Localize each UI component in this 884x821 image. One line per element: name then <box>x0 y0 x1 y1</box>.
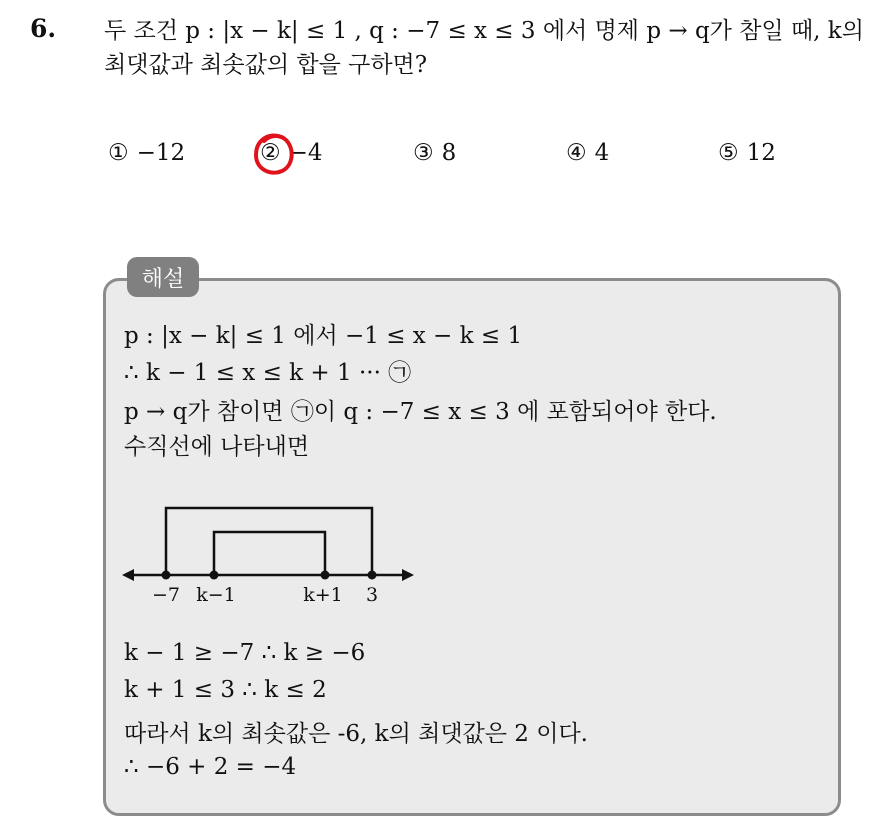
choice-5-value: 12 <box>746 140 776 166</box>
point-minus-7 <box>162 571 171 580</box>
choice-2-value: −4 <box>288 140 323 166</box>
choice-4-mark: ④ <box>566 140 587 166</box>
label-k-plus-1: k+1 <box>303 584 343 606</box>
question-text: 두 조건 p : |x − k| ≤ 1 , q : −7 ≤ x ≤ 3 에서 명제 p → q가 참일 때, k의 최댓값과 최솟값의 합을 구하면? <box>104 18 864 78</box>
choice-3[interactable] <box>413 140 456 166</box>
point-k-minus-1 <box>210 571 219 580</box>
solution-line-8: ∴ −6 + 2 = −4 <box>124 754 297 780</box>
solution-line-1: p : |x − k| ≤ 1 에서 −1 ≤ x − k ≤ 1 <box>124 323 523 349</box>
point-k-plus-1 <box>321 571 330 580</box>
choice-1-mark: ① <box>108 140 129 166</box>
choice-1[interactable] <box>108 140 185 166</box>
question-number: 6. <box>30 14 57 43</box>
solution-line-6: k + 1 ≤ 3 ∴ k ≤ 2 <box>124 677 327 703</box>
choice-4[interactable] <box>566 140 609 166</box>
solution-line-4: 수직선에 나타내면 <box>124 434 310 460</box>
solution-line-7: 따라서 k의 최솟값은 -6, k의 최댓값은 2 이다. <box>124 721 588 747</box>
range-p-bracket <box>214 532 325 575</box>
choice-3-mark: ③ <box>413 140 434 166</box>
solution-line-5: k − 1 ≥ −7 ∴ k ≥ −6 <box>124 640 366 666</box>
choice-2-mark: ② <box>260 140 281 166</box>
choice-2[interactable] <box>260 140 323 166</box>
number-line-diagram <box>120 495 420 615</box>
choice-5-mark: ⑤ <box>718 140 739 166</box>
left-arrow-icon <box>122 569 134 581</box>
label-3: 3 <box>365 584 379 606</box>
solution-line-2: ∴ k − 1 ≤ x ≤ k + 1 ··· ㉠ <box>124 360 412 386</box>
choice-1-value: −12 <box>136 140 186 166</box>
range-q-bracket <box>166 508 372 575</box>
label-minus-7: −7 <box>151 584 181 606</box>
right-arrow-icon <box>402 569 414 581</box>
choice-5[interactable] <box>718 140 776 166</box>
choice-3-value: 8 <box>441 140 457 166</box>
choice-4-value: 4 <box>594 140 610 166</box>
solution-line-3: p → q가 참이면 ㉠이 q : −7 ≤ x ≤ 3 에 포함되어야 한다. <box>124 399 717 425</box>
label-k-minus-1: k−1 <box>196 584 236 606</box>
solution-tag: 해설 <box>127 257 199 297</box>
answer-choices <box>108 140 868 180</box>
point-3 <box>368 571 377 580</box>
